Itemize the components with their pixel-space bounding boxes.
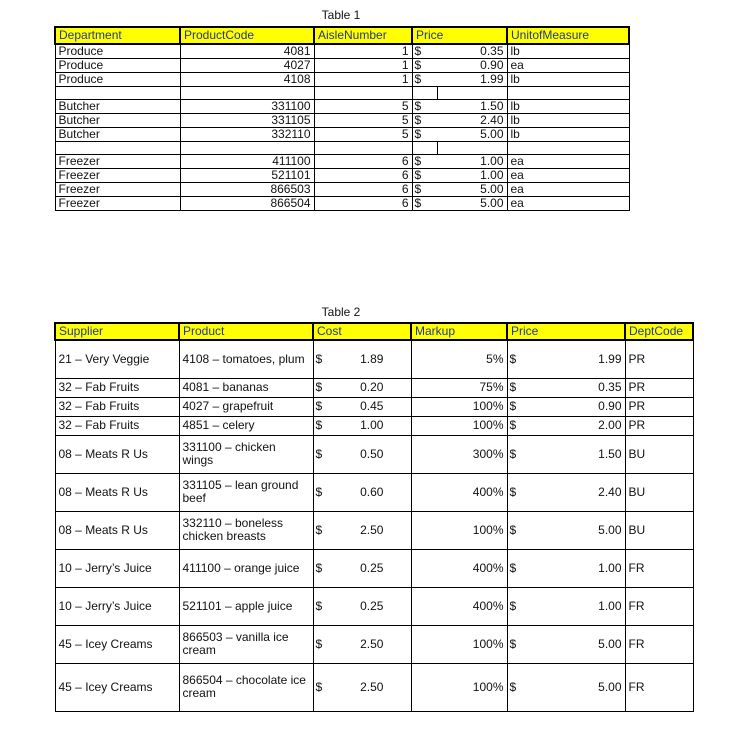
productcode-cell: 331100 — [180, 100, 314, 114]
department-cell: Produce — [55, 73, 180, 87]
department-cell: Butcher — [55, 128, 180, 142]
department-cell: Produce — [55, 59, 180, 73]
table2 — [54, 322, 694, 712]
table-row — [55, 416, 693, 435]
supplier-cell: 32 – Fab Fruits — [55, 416, 179, 435]
table-row — [55, 397, 693, 416]
table-row — [55, 587, 693, 625]
empty-cell — [507, 142, 629, 155]
supplier-cell: 21 – Very Veggie — [55, 340, 179, 378]
deptcode-cell: FR — [625, 549, 693, 587]
product-cell: 866504 – chocolate ice cream — [179, 663, 313, 711]
empty-cell — [314, 142, 412, 155]
cost-currency-cell: $ — [313, 511, 333, 549]
unit-cell: ea — [507, 197, 629, 211]
cost-currency-cell: $ — [313, 625, 333, 663]
product-cell: 4027 – grapefruit — [179, 397, 313, 416]
cost-currency-cell: $ — [313, 663, 333, 711]
cost-currency-cell: $ — [313, 340, 333, 378]
supplier-cell: 08 – Meats R Us — [55, 511, 179, 549]
empty-cell — [55, 87, 180, 100]
price-cell: 5.00 — [437, 197, 507, 211]
supplier-cell: 10 – Jerry’s Juice — [55, 549, 179, 587]
cost-cell: 2.50 — [333, 511, 411, 549]
currency-cell: $ — [412, 44, 437, 59]
productcode-cell: 521101 — [180, 169, 314, 183]
unit-cell: lb — [507, 114, 629, 128]
deptcode-cell: FR — [625, 663, 693, 711]
col-header-productcode: ProductCode — [180, 27, 314, 44]
deptcode-cell: PR — [625, 340, 693, 378]
price-cell: 1.00 — [437, 155, 507, 169]
price-currency-cell: $ — [507, 416, 527, 435]
currency-cell: $ — [412, 59, 437, 73]
empty-cell — [55, 142, 180, 155]
markup-cell: 75% — [411, 378, 507, 397]
table-row — [55, 197, 629, 211]
price-cell: 1.00 — [437, 169, 507, 183]
cost-currency-cell: $ — [313, 416, 333, 435]
spacer-row — [55, 87, 629, 100]
spacer-row — [55, 142, 629, 155]
table-row — [55, 169, 629, 183]
aislenumber-cell: 5 — [314, 128, 412, 142]
deptcode-cell: PR — [625, 378, 693, 397]
price-currency-cell: $ — [507, 435, 527, 473]
unit-cell: lb — [507, 128, 629, 142]
table1 — [54, 26, 630, 211]
productcode-cell: 4108 — [180, 73, 314, 87]
table-row — [55, 155, 629, 169]
cost-currency-cell: $ — [313, 473, 333, 511]
deptcode-cell: FR — [625, 587, 693, 625]
empty-cell — [180, 142, 314, 155]
unit-cell: ea — [507, 183, 629, 197]
price-cell: 1.50 — [437, 100, 507, 114]
price-currency-cell: $ — [507, 378, 527, 397]
product-cell: 4081 – bananas — [179, 378, 313, 397]
aislenumber-cell: 5 — [314, 114, 412, 128]
table-row — [55, 473, 693, 511]
col-header-price2: Price — [507, 323, 625, 340]
price-cell: 5.00 — [437, 128, 507, 142]
currency-cell: $ — [412, 169, 437, 183]
aislenumber-cell: 1 — [314, 44, 412, 59]
department-cell: Freezer — [55, 155, 180, 169]
table1-caption: Table 1 — [321, 8, 361, 22]
productcode-cell: 866504 — [180, 197, 314, 211]
department-cell: Freezer — [55, 197, 180, 211]
currency-cell: $ — [412, 128, 437, 142]
aislenumber-cell: 6 — [314, 155, 412, 169]
table-row — [55, 340, 693, 378]
price-cell: 1.99 — [527, 340, 625, 378]
supplier-cell: 45 – Icey Creams — [55, 625, 179, 663]
markup-cell: 100% — [411, 625, 507, 663]
markup-cell: 100% — [411, 416, 507, 435]
cost-currency-cell: $ — [313, 435, 333, 473]
empty-cell — [314, 87, 412, 100]
productcode-cell: 866503 — [180, 183, 314, 197]
price-cell: 1.99 — [437, 73, 507, 87]
cost-currency-cell: $ — [313, 397, 333, 416]
aislenumber-cell: 6 — [314, 183, 412, 197]
price-currency-cell: $ — [507, 397, 527, 416]
cost-cell: 0.50 — [333, 435, 411, 473]
aislenumber-cell: 1 — [314, 73, 412, 87]
col-header-aislenumber: AisleNumber — [314, 27, 412, 44]
cost-currency-cell: $ — [313, 378, 333, 397]
aislenumber-cell: 5 — [314, 100, 412, 114]
table-row — [55, 435, 693, 473]
unit-cell: lb — [507, 44, 629, 59]
empty-cell — [437, 142, 507, 155]
cost-currency-cell: $ — [313, 549, 333, 587]
aislenumber-cell: 6 — [314, 169, 412, 183]
unit-cell: lb — [507, 100, 629, 114]
table-row — [55, 511, 693, 549]
product-cell: 521101 – apple juice — [179, 587, 313, 625]
price-currency-cell: $ — [507, 473, 527, 511]
cost-cell: 0.25 — [333, 587, 411, 625]
price-currency-cell: $ — [507, 549, 527, 587]
cost-currency-cell: $ — [313, 587, 333, 625]
table-row — [55, 549, 693, 587]
department-cell: Butcher — [55, 114, 180, 128]
price-cell: 1.00 — [527, 549, 625, 587]
unit-cell: ea — [507, 59, 629, 73]
table-row — [55, 73, 629, 87]
price-cell: 0.90 — [527, 397, 625, 416]
cost-cell: 1.00 — [333, 416, 411, 435]
department-cell: Produce — [55, 44, 180, 59]
currency-cell: $ — [412, 73, 437, 87]
markup-cell: 400% — [411, 587, 507, 625]
deptcode-cell: FR — [625, 625, 693, 663]
price-cell: 1.50 — [527, 435, 625, 473]
empty-cell — [412, 87, 437, 100]
product-cell: 4108 – tomatoes, plum — [179, 340, 313, 378]
table2-header-row — [55, 323, 693, 340]
currency-cell: $ — [412, 197, 437, 211]
productcode-cell: 4027 — [180, 59, 314, 73]
table-row — [55, 663, 693, 711]
price-currency-cell: $ — [507, 340, 527, 378]
supplier-cell: 08 – Meats R Us — [55, 473, 179, 511]
price-cell: 5.00 — [527, 625, 625, 663]
cost-cell: 2.50 — [333, 663, 411, 711]
col-header-price: Price — [412, 27, 507, 44]
markup-cell: 100% — [411, 397, 507, 416]
cost-cell: 0.45 — [333, 397, 411, 416]
price-currency-cell: $ — [507, 587, 527, 625]
supplier-cell: 08 – Meats R Us — [55, 435, 179, 473]
supplier-cell: 32 – Fab Fruits — [55, 378, 179, 397]
productcode-cell: 332110 — [180, 128, 314, 142]
product-cell: 866503 – vanilla ice cream — [179, 625, 313, 663]
price-currency-cell: $ — [507, 625, 527, 663]
table1-header-row — [55, 27, 629, 44]
department-cell: Freezer — [55, 183, 180, 197]
price-cell: 5.00 — [437, 183, 507, 197]
price-currency-cell: $ — [507, 511, 527, 549]
deptcode-cell: BU — [625, 473, 693, 511]
cost-cell: 2.50 — [333, 625, 411, 663]
productcode-cell: 4081 — [180, 44, 314, 59]
department-cell: Butcher — [55, 100, 180, 114]
currency-cell: $ — [412, 155, 437, 169]
product-cell: 4851 – celery — [179, 416, 313, 435]
col-header-markup: Markup — [411, 323, 507, 340]
deptcode-cell: PR — [625, 416, 693, 435]
supplier-cell: 45 – Icey Creams — [55, 663, 179, 711]
price-currency-cell: $ — [507, 663, 527, 711]
price-cell: 2.40 — [527, 473, 625, 511]
price-cell: 0.35 — [437, 44, 507, 59]
price-cell: 0.90 — [437, 59, 507, 73]
product-cell: 411100 – orange juice — [179, 549, 313, 587]
col-header-cost: Cost — [313, 323, 411, 340]
productcode-cell: 331105 — [180, 114, 314, 128]
price-cell: 1.00 — [527, 587, 625, 625]
table-row — [55, 59, 629, 73]
currency-cell: $ — [412, 114, 437, 128]
price-cell: 0.35 — [527, 378, 625, 397]
deptcode-cell: BU — [625, 511, 693, 549]
table-row — [55, 128, 629, 142]
product-cell: 331105 – lean ground beef — [179, 473, 313, 511]
price-cell: 5.00 — [527, 511, 625, 549]
product-cell: 332110 – boneless chicken breasts — [179, 511, 313, 549]
currency-cell: $ — [412, 100, 437, 114]
markup-cell: 400% — [411, 549, 507, 587]
cost-cell: 0.20 — [333, 378, 411, 397]
cost-cell: 0.60 — [333, 473, 411, 511]
deptcode-cell: PR — [625, 397, 693, 416]
price-cell: 2.00 — [527, 416, 625, 435]
cost-cell: 0.25 — [333, 549, 411, 587]
markup-cell: 400% — [411, 473, 507, 511]
price-cell: 5.00 — [527, 663, 625, 711]
markup-cell: 100% — [411, 511, 507, 549]
aislenumber-cell: 6 — [314, 197, 412, 211]
empty-cell — [412, 142, 437, 155]
markup-cell: 100% — [411, 663, 507, 711]
aislenumber-cell: 1 — [314, 59, 412, 73]
empty-cell — [437, 87, 507, 100]
empty-cell — [507, 87, 629, 100]
col-header-product: Product — [179, 323, 313, 340]
department-cell: Freezer — [55, 169, 180, 183]
empty-cell — [180, 87, 314, 100]
table-row — [55, 183, 629, 197]
cost-cell: 1.89 — [333, 340, 411, 378]
markup-cell: 5% — [411, 340, 507, 378]
markup-cell: 300% — [411, 435, 507, 473]
productcode-cell: 411100 — [180, 155, 314, 169]
table-row — [55, 625, 693, 663]
table2-caption: Table 2 — [321, 305, 361, 319]
unit-cell: lb — [507, 73, 629, 87]
col-header-deptcode: DeptCode — [625, 323, 693, 340]
col-header-supplier: Supplier — [55, 323, 179, 340]
unit-cell: ea — [507, 169, 629, 183]
table-row — [55, 378, 693, 397]
currency-cell: $ — [412, 183, 437, 197]
supplier-cell: 10 – Jerry’s Juice — [55, 587, 179, 625]
col-header-unitofmeasure: UnitofMeasure — [507, 27, 629, 44]
product-cell: 331100 – chicken wings — [179, 435, 313, 473]
table-row — [55, 114, 629, 128]
table-row — [55, 100, 629, 114]
unit-cell: ea — [507, 155, 629, 169]
col-header-department: Department — [55, 27, 180, 44]
table-row — [55, 44, 629, 59]
price-cell: 2.40 — [437, 114, 507, 128]
supplier-cell: 32 – Fab Fruits — [55, 397, 179, 416]
deptcode-cell: BU — [625, 435, 693, 473]
